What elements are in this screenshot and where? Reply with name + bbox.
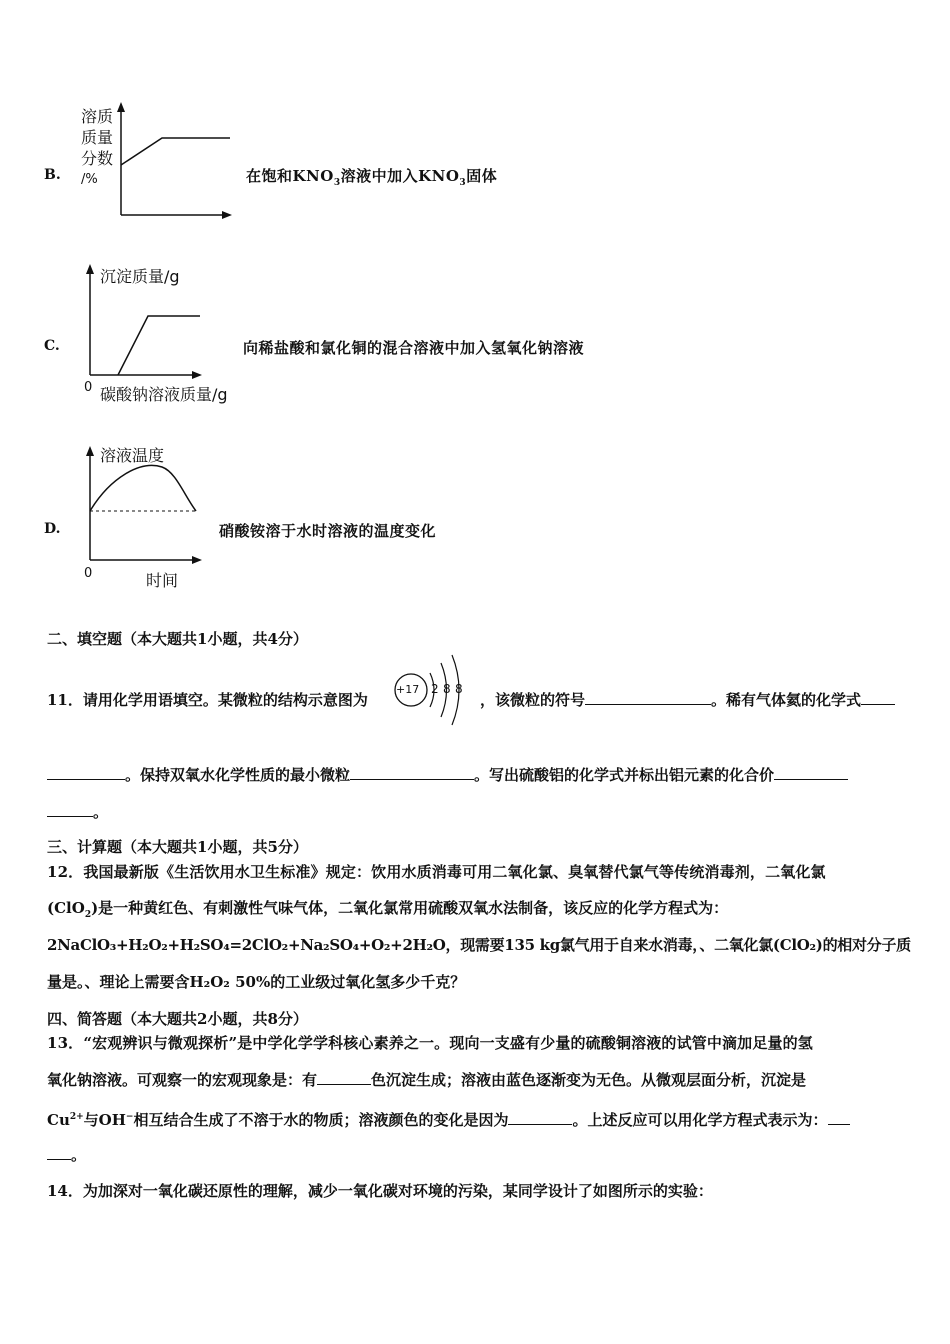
graph-c-y-label: 沉淀质量/g: [100, 267, 180, 286]
q11-line-1: 11．请用化学用语填空。某微粒的结构示意图为: [47, 691, 368, 709]
graph-b-y-label: 溶质 质量 分数 /%: [81, 107, 114, 187]
answer-blank[interactable]: [317, 1070, 371, 1085]
answer-blank[interactable]: [861, 690, 895, 705]
q13-line-1: 13．“宏观辨识与微观探析”是中学化学学科核心素养之一。现向一支盛有少量的硫酸铜溶液的试管中滴加足量的氢: [47, 1034, 813, 1052]
graph-d-x-label: 时间: [146, 571, 179, 590]
q13-line-3: $Cu^{2+}$与OH−相互结合生成了不溶于水的物质；溶液颜色的变化是因为 。上述反应可以用化学方程式表示为：: [47, 1107, 850, 1130]
answer-blank[interactable]: [508, 1110, 572, 1125]
answer-blank[interactable]: [47, 765, 125, 780]
option-c-label: C.: [44, 338, 60, 354]
section-3-title: 三、计算题（本大题共1小题，共5分）: [47, 838, 308, 856]
shell-count-1: 2: [431, 682, 439, 696]
answer-blank[interactable]: [47, 802, 93, 817]
q12-line-3: 2NaClO₃+H₂O₂+H₂SO₄=2ClO₂+Na₂SO₄+O₂+2H₂O，现需要135 kg氯气用于自来水消毒，、二氧化氯(ClO₂)的相对分子质: [47, 936, 911, 954]
option-d-label: D.: [44, 521, 61, 537]
answer-blank[interactable]: [47, 1145, 71, 1160]
graph-d-caption: 硝酸铵溶于水时溶液的温度变化: [219, 522, 437, 540]
shell-count-3: 8: [455, 682, 463, 696]
answer-blank[interactable]: [774, 765, 848, 780]
q11-line-1b: ，该微粒的符号 。稀有气体氦的化学式: [480, 690, 895, 710]
shell-count-2: 8: [443, 682, 451, 696]
q14-line-1: 14．为加深对一氧化碳还原性的理解，减少一氧化碳对环境的污染，某同学设计了如图所示的实验：: [47, 1182, 713, 1200]
section-2-title: 二、填空题（本大题共1小题，共4分）: [47, 630, 308, 648]
graph-c-caption: 向稀盐酸和氯化铜的混合溶液中加入氢氧化钠溶液: [243, 339, 585, 357]
answer-blank[interactable]: [828, 1110, 850, 1125]
q12-line-2: (ClO$_2$)是一种黄红色、有刺激性气味气体，二氧化氯常用硫酸双氧水法制备，该反应的化学方程式为：: [47, 899, 729, 920]
q13-line-4: 。: [47, 1145, 86, 1165]
graph-c-x-label: 碳酸钠溶液质量/g: [100, 385, 228, 404]
answer-blank[interactable]: [585, 690, 711, 705]
graph-d-y-label: 溶液温度: [100, 446, 165, 465]
section-4-title: 四、简答题（本大题共2小题，共8分）: [47, 1010, 308, 1028]
graph-b-caption: 在饱和$KNO_3$溶液中加入$KNO_3$固体: [246, 167, 498, 188]
q12-line-1: 12．我国最新版《生活饮用水卫生标准》规定：饮用水质消毒可用二氧化氯、臭氧替代氯气等传统消毒剂，二氧化氯: [47, 863, 826, 881]
atom-nucleus-charge: +17: [396, 683, 420, 696]
q11-line-2: 。保持双氧水化学性质的最小微粒 。写出硫酸铝的化学式并标出铝元素的化合价: [47, 765, 848, 785]
q12-line-4: 量是。、理论上需要含H₂O₂ 50%的工业级过氧化氢多少千克？: [47, 973, 466, 991]
answer-blank[interactable]: [350, 765, 474, 780]
q13-line-2: 氧化钠溶液。可观察一的宏观现象是：有 色沉淀生成；溶液由蓝色逐渐变为无色。从微观层面分析，沉淀是: [47, 1071, 807, 1089]
q11-line-3: 。: [47, 802, 108, 822]
graph-c-origin: 0: [84, 380, 93, 395]
option-b-label: B.: [44, 167, 61, 183]
graph-d-origin: 0: [84, 566, 93, 581]
